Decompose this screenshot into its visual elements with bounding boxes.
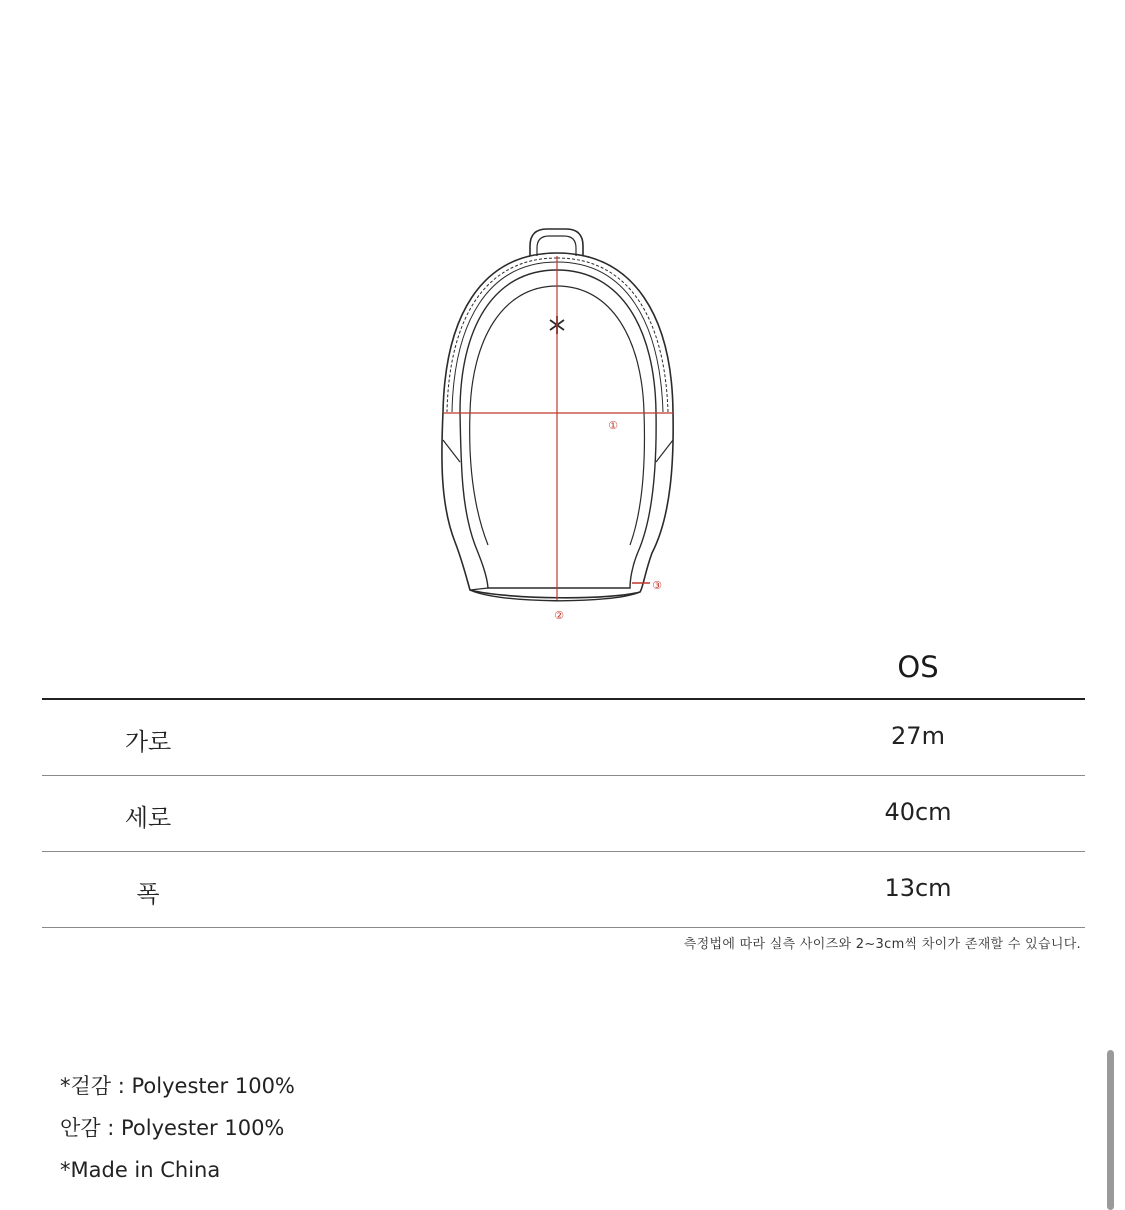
measurement-note: 측정법에 따라 실측 사이즈와 2~3cm씩 차이가 존재할 수 있습니다. — [683, 937, 1081, 952]
marker-3: ③ — [652, 579, 662, 592]
size-table — [42, 640, 1085, 928]
table-row — [42, 776, 1085, 852]
size-column-header: OS — [897, 650, 939, 684]
table-row — [42, 700, 1085, 776]
materials-info — [60, 1070, 295, 1196]
scrollbar[interactable] — [1107, 1050, 1114, 1210]
row-value: 40cm — [884, 798, 952, 826]
marker-2: ② — [554, 609, 564, 622]
outer-material: *겉감 : Polyester 100% — [60, 1074, 295, 1098]
lining-material: 안감 : Polyester 100% — [60, 1116, 285, 1140]
backpack-front-panel — [460, 270, 656, 588]
row-label: 폭 — [136, 880, 160, 908]
marker-1: ① — [608, 419, 618, 432]
table-row — [42, 852, 1085, 928]
origin: *Made in China — [60, 1158, 221, 1182]
row-value: 13cm — [884, 874, 952, 902]
row-label: 세로 — [124, 804, 172, 832]
row-value: 27m — [891, 722, 945, 750]
row-label: 가로 — [124, 728, 172, 756]
size-table-header — [42, 640, 1085, 700]
